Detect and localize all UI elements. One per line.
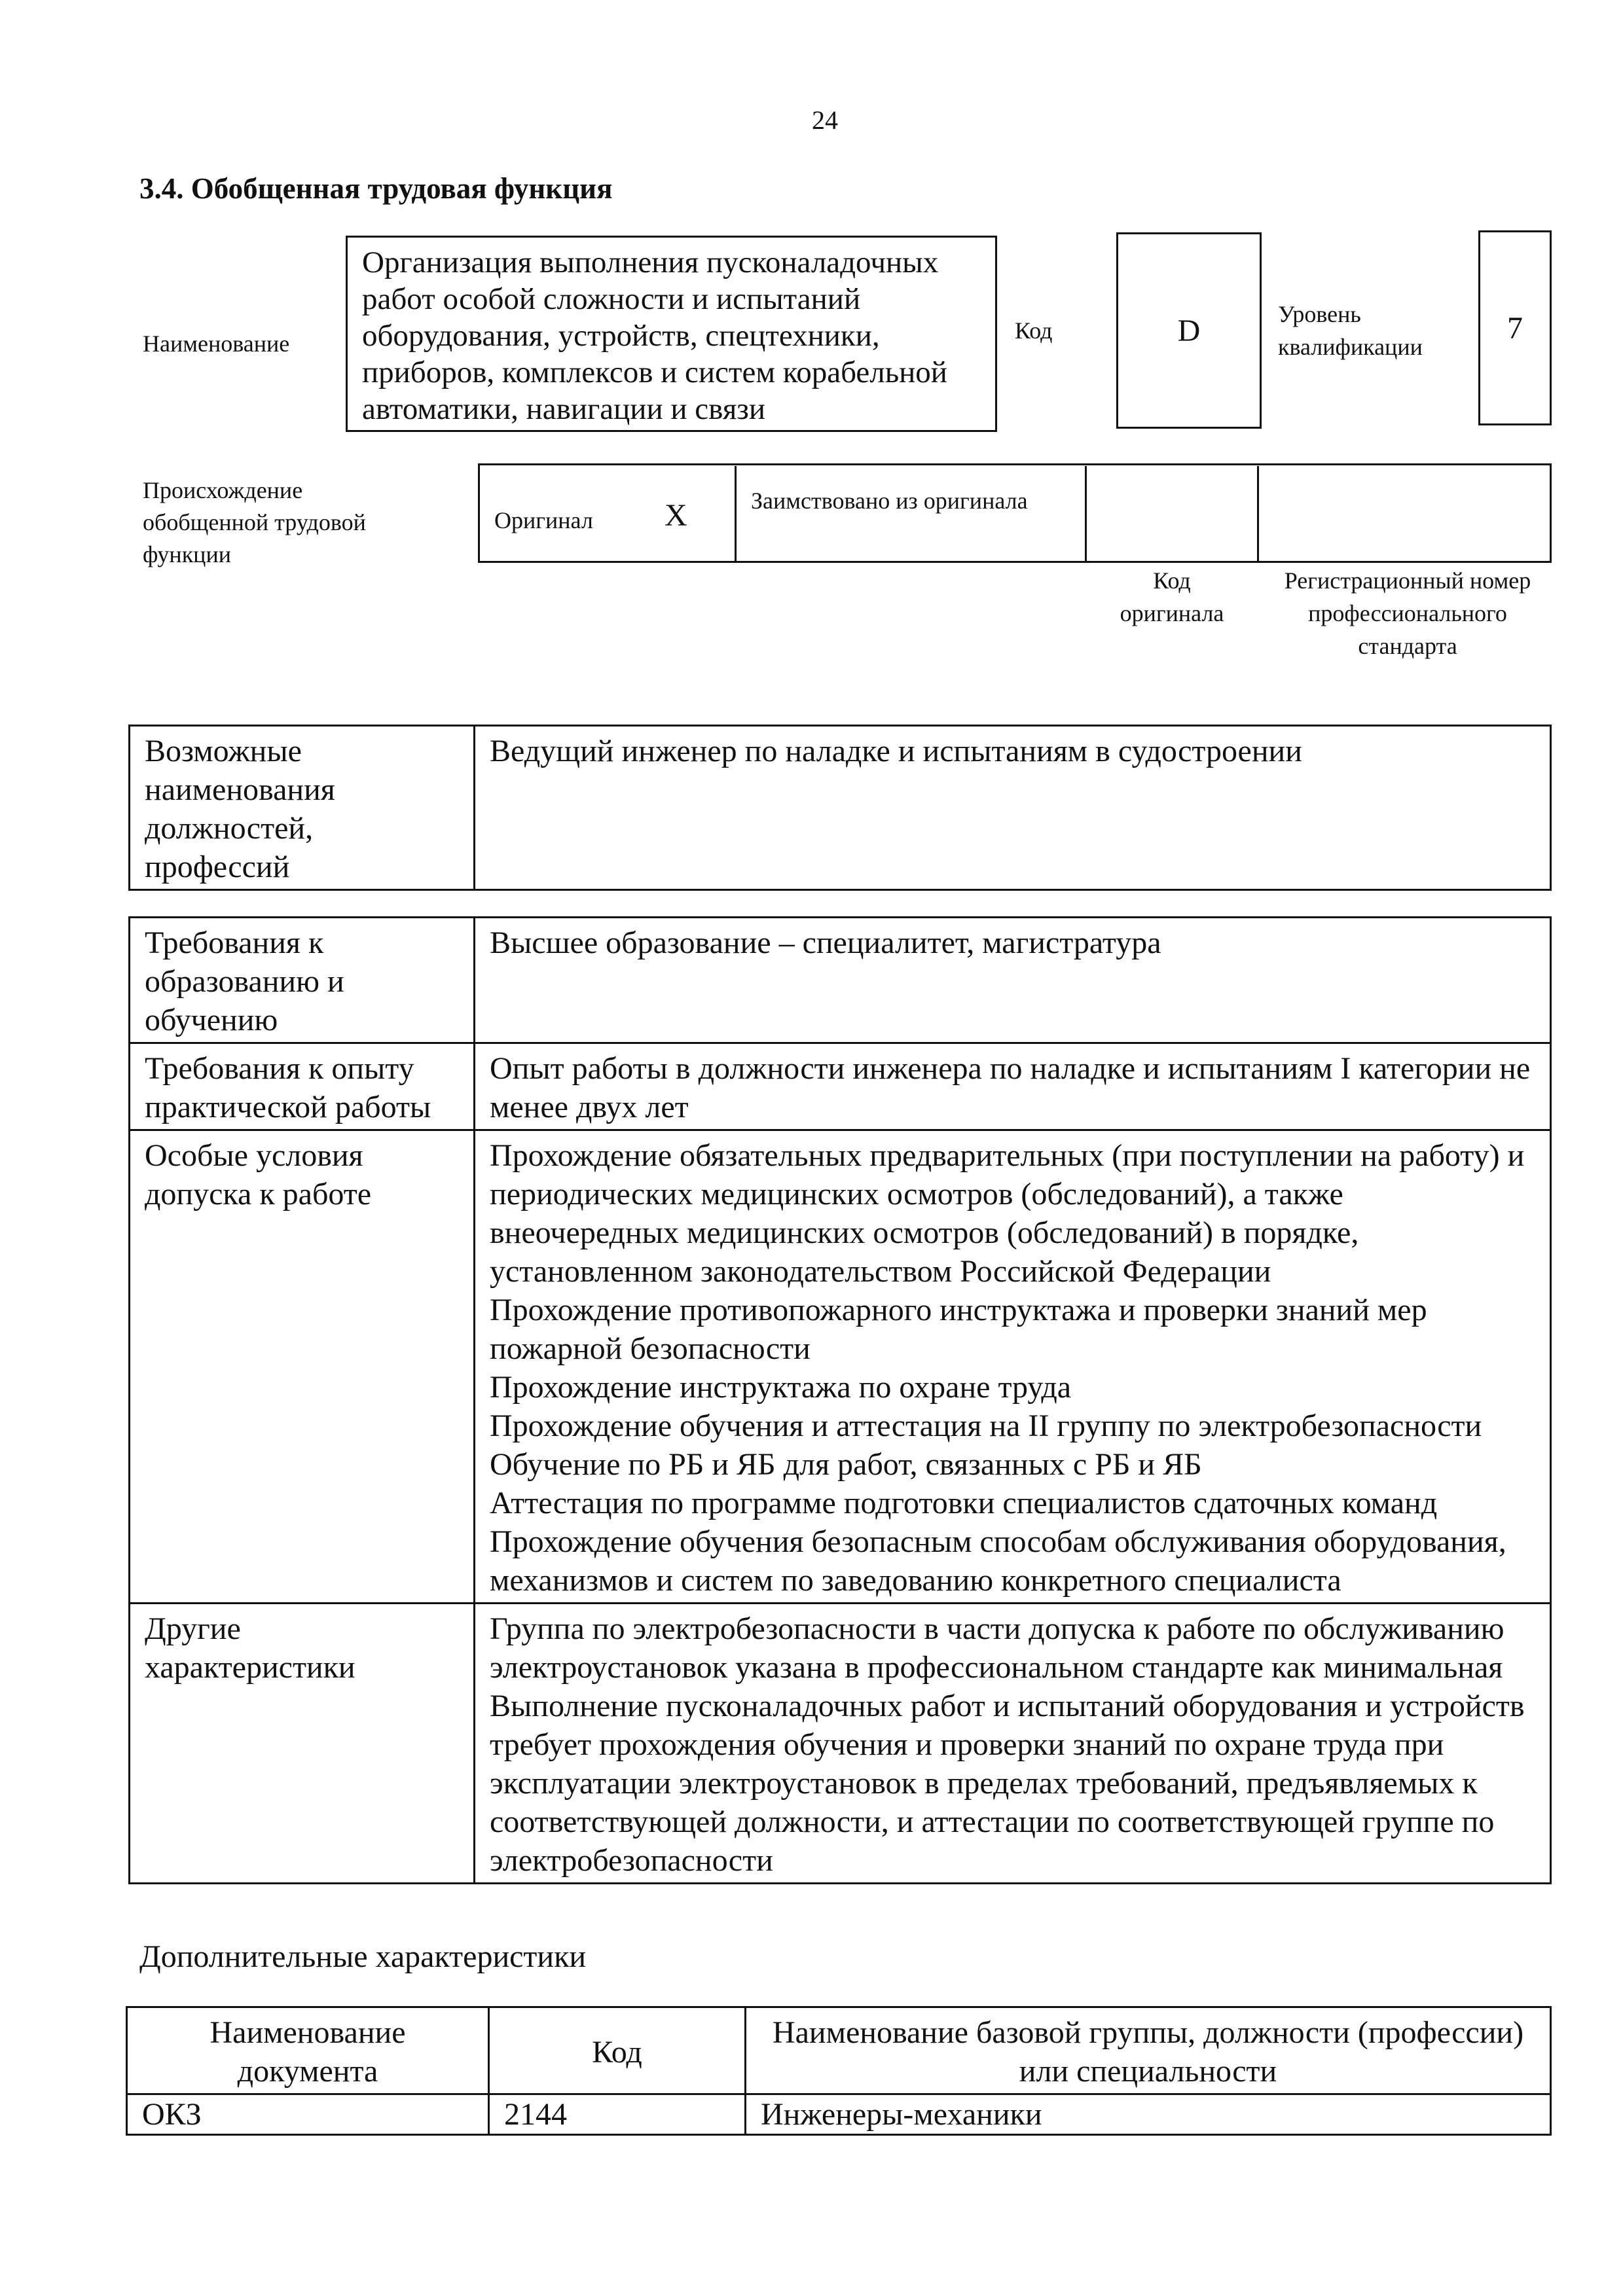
table-row bbox=[130, 1604, 1551, 1884]
name-value: Организация выполнения пусконаладочных работ особой сложности и испытаний оборудования, устройств, спецтехники, приборов, комплексов и систем корабельной автоматики, навигации и связи bbox=[362, 245, 947, 426]
reg-number-caption: Регистрационный номер профессионального стандарта bbox=[1284, 567, 1531, 659]
header-doc-name: Наименование документа bbox=[127, 2007, 489, 2094]
table-row bbox=[130, 1043, 1551, 1130]
table-row bbox=[130, 1130, 1551, 1604]
positions-table bbox=[128, 725, 1552, 891]
admission-line: Обучение по РБ и ЯБ для работ, связанных с РБ и ЯБ bbox=[490, 1447, 1202, 1482]
header-code: Код bbox=[489, 2007, 746, 2094]
cell-doc: ОКЗ bbox=[127, 2094, 489, 2135]
requirements-table bbox=[128, 916, 1552, 1884]
admission-value bbox=[475, 1130, 1551, 1604]
code-value: D bbox=[1177, 313, 1201, 348]
other-line: Группа по электробезопасности в части допуска к работе по обслуживанию электроустановок указана в профессиональном стандарте как минимальная bbox=[490, 1611, 1504, 1685]
cell-group: Инженеры-механики bbox=[746, 2094, 1551, 2135]
level-value: 7 bbox=[1507, 310, 1523, 346]
admission-line: Прохождение обучения безопасным способам обслуживания оборудования, механизмов и систем по заведованию конкретного специалиста bbox=[490, 1524, 1506, 1598]
positions-label: Возможные наименования должностей, профессий bbox=[130, 726, 475, 890]
name-value-box bbox=[346, 236, 997, 432]
admission-line: Прохождение обязательных предварительных (при поступлении на работу) и периодических медицинских осмотров (обследований), а также внеочередных медицинских осмотров (обследований) в порядке, установленном законодательством Российской Федерации bbox=[490, 1138, 1525, 1289]
other-value bbox=[475, 1604, 1551, 1884]
admission-line: Прохождение инструктажа по охране труда bbox=[490, 1370, 1072, 1405]
table-row bbox=[127, 2007, 1551, 2094]
experience-label: Требования к опыту практической работы bbox=[130, 1043, 475, 1130]
level-box bbox=[1478, 230, 1552, 425]
origin-label: Происхождение обобщенной трудовой функции bbox=[143, 477, 366, 567]
other-line: Выполнение пусконаладочных работ и испытаний оборудования и устройств требует прохождения обучения и проверки знаний по охране труда при эксплуатации электроустановок в пределах требований, предъявляемых к соответствующей должности, и аттестации по соответствующей группе по электробезопасности bbox=[490, 1689, 1525, 1878]
admission-line: Прохождение обучения и аттестация на II группу по электробезопасности bbox=[490, 1408, 1482, 1443]
code-box bbox=[1116, 232, 1262, 429]
table-row bbox=[127, 2094, 1551, 2135]
original-label: Оригинал bbox=[494, 507, 593, 533]
borrowed-label: Заимствовано из оригинала bbox=[751, 488, 1028, 514]
other-label: Другие характеристики bbox=[130, 1604, 475, 1884]
level-label: Уровень квалификации bbox=[1278, 301, 1423, 360]
origin-divider-3 bbox=[1257, 466, 1259, 562]
header-group-name: Наименование базовой группы, должности (профессии) или специальности bbox=[746, 2007, 1551, 2094]
table-row bbox=[130, 726, 1551, 890]
admission-line: Аттестация по программе подготовки специалистов сдаточных команд bbox=[490, 1486, 1438, 1520]
admission-line: Прохождение противопожарного инструктажа и проверки знаний мер пожарной безопасности bbox=[490, 1293, 1427, 1366]
table-row bbox=[130, 918, 1551, 1043]
section-title: 3.4. Обобщенная трудовая функция bbox=[139, 172, 613, 205]
admission-label: Особые условия допуска к работе bbox=[130, 1130, 475, 1604]
experience-value: Опыт работы в должности инженера по наладке и испытаниям I категории не менее двух лет bbox=[475, 1043, 1551, 1130]
positions-value: Ведущий инженер по наладке и испытаниям в судостроении bbox=[475, 726, 1551, 890]
additional-table bbox=[126, 2006, 1552, 2136]
education-value: Высшее образование – специалитет, магистратура bbox=[475, 918, 1551, 1043]
page-number: 24 bbox=[812, 105, 838, 135]
origin-divider-2 bbox=[1085, 466, 1087, 562]
code-original-caption: Код оригинала bbox=[1120, 567, 1224, 626]
cell-code: 2144 bbox=[489, 2094, 746, 2135]
additional-title: Дополнительные характеристики bbox=[139, 1939, 587, 1974]
origin-divider-1 bbox=[735, 466, 737, 562]
code-label: Код bbox=[1015, 317, 1053, 344]
original-mark: X bbox=[665, 498, 687, 533]
name-label: Наименование bbox=[143, 331, 290, 357]
education-label: Требования к образованию и обучению bbox=[130, 918, 475, 1043]
